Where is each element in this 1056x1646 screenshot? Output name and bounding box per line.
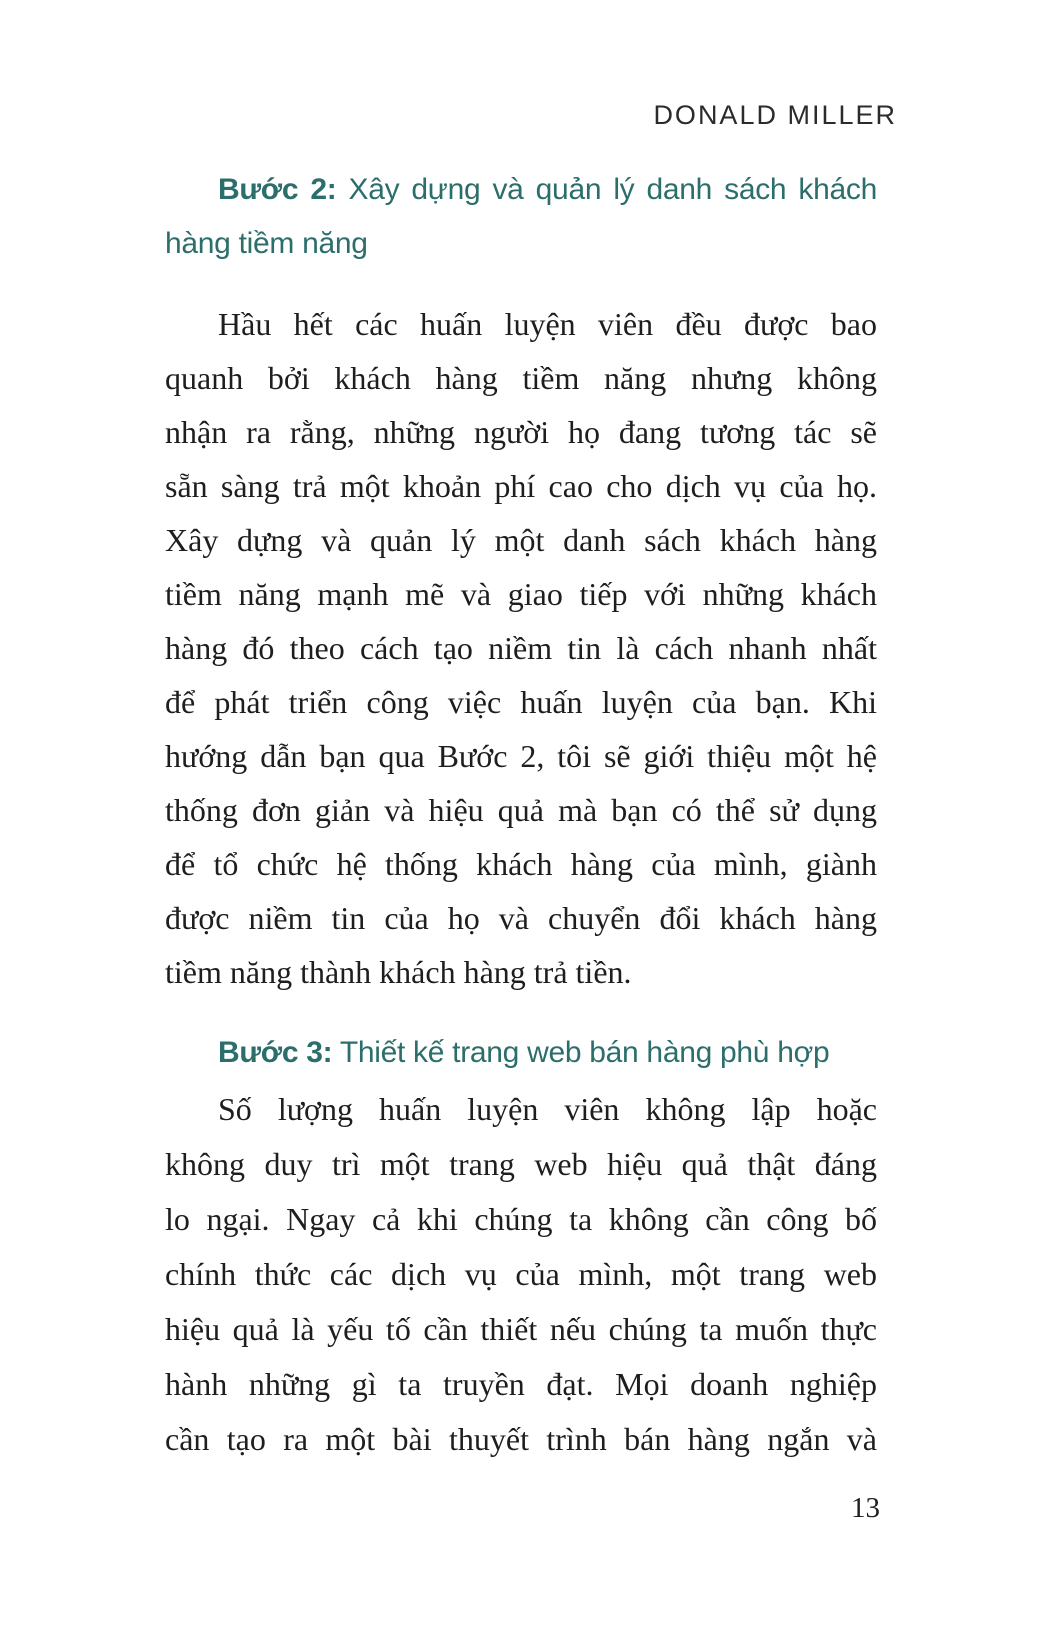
paragraph-line: không duy trì một trang web hiệu quả thật đáng	[165, 1146, 877, 1182]
heading-line	[165, 1026, 877, 1080]
paragraph-line: thống đơn giản và hiệu quả mà bạn có thể sử dụng	[165, 792, 877, 828]
paragraph-line: chính thức các dịch vụ của mình, một trang web	[165, 1256, 877, 1292]
paragraph-line: được niềm tin của họ và chuyển đổi khách hàng	[165, 900, 877, 936]
heading-title-line: hàng tiềm năng	[165, 227, 368, 260]
paragraph-line: sẵn sàng trả một khoản phí cao cho dịch vụ của họ.	[165, 468, 877, 504]
running-header: DONALD MILLER	[653, 100, 897, 130]
paragraph-step2	[165, 297, 877, 999]
heading-title-line: Xây dựng và quản lý danh sách khách	[348, 173, 877, 206]
heading-step-label: Bước 2:	[218, 173, 337, 206]
paragraph-line: tiềm năng mạnh mẽ và giao tiếp với những khách	[165, 576, 877, 612]
paragraph-line: hành những gì ta truyền đạt. Mọi doanh nghiệp	[165, 1366, 877, 1402]
paragraph-line: hiệu quả là yếu tố cần thiết nếu chúng ta muốn thực	[165, 1311, 877, 1347]
page-number: 13	[851, 1492, 880, 1524]
paragraph-line: tiềm năng thành khách hàng trả tiền.	[165, 954, 632, 990]
paragraph-line: hàng đó theo cách tạo niềm tin là cách nhanh nhất	[165, 630, 877, 666]
paragraph-step3	[165, 1082, 877, 1467]
paragraph-line: để tổ chức hệ thống khách hàng của mình, giành	[165, 846, 877, 882]
paragraph-line: hướng dẫn bạn qua Bước 2, tôi sẽ giới thiệu một hệ	[165, 738, 877, 774]
heading-title-line: Thiết kế trang web bán hàng phù hợp	[339, 1036, 830, 1069]
paragraph-line: cần tạo ra một bài thuyết trình bán hàng ngắn và	[165, 1421, 877, 1457]
paragraph-line: quanh bởi khách hàng tiềm năng nhưng không	[165, 360, 877, 396]
section-heading-step3	[165, 1026, 877, 1080]
heading-line	[165, 163, 877, 217]
heading-step-label: Bước 3:	[218, 1036, 333, 1069]
section-heading-step2	[165, 163, 877, 271]
paragraph-line: Số lượng huấn luyện viên không lập hoặc	[218, 1091, 877, 1127]
paragraph-line: nhận ra rằng, những người họ đang tương tác sẽ	[165, 414, 877, 450]
paragraph-line: Hầu hết các huấn luyện viên đều được bao	[218, 306, 877, 342]
paragraph-line: Xây dựng và quản lý một danh sách khách hàng	[165, 522, 877, 558]
paragraph-line: lo ngại. Ngay cả khi chúng ta không cần công bố	[165, 1201, 877, 1237]
paragraph-line: để phát triển công việc huấn luyện của bạn. Khi	[165, 684, 877, 720]
